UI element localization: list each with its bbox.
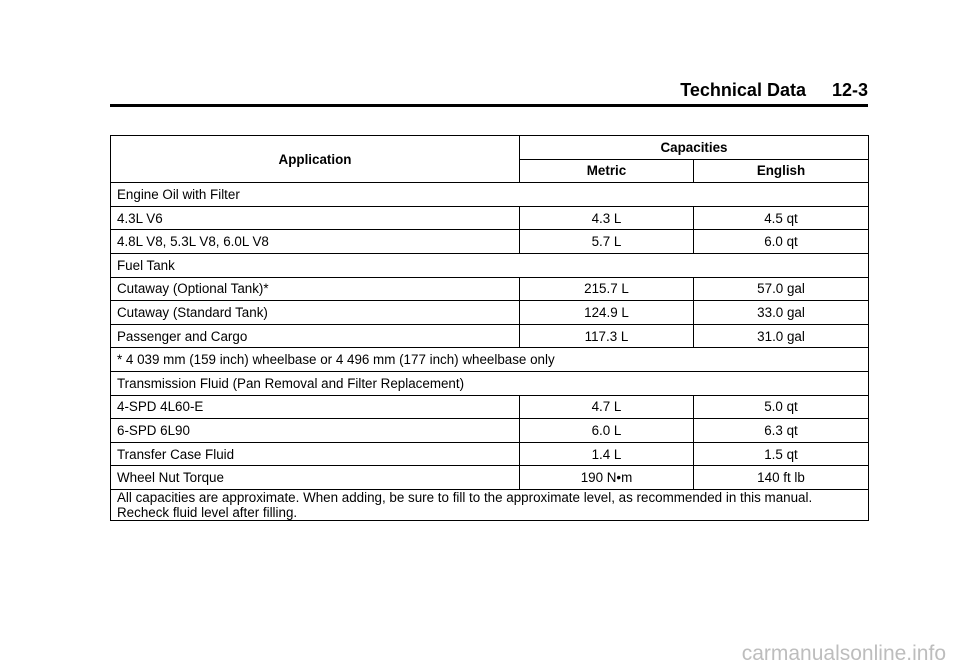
group-label: Transmission Fluid (Pan Removal and Filter Replacement) (111, 371, 869, 395)
metric-cell: 6.0 L (520, 419, 694, 443)
table-header-row (111, 136, 869, 160)
table-row (111, 395, 869, 419)
english-cell: 33.0 gal (694, 301, 869, 325)
table-row (111, 324, 869, 348)
application-cell: 4.3L V6 (111, 206, 520, 230)
group-label: * 4 039 mm (159 inch) wheelbase or 4 496 mm (177 inch) wheelbase only (111, 348, 869, 372)
metric-cell: 215.7 L (520, 277, 694, 301)
table-row (111, 466, 869, 490)
metric-cell: 1.4 L (520, 442, 694, 466)
metric-cell: 5.7 L (520, 230, 694, 254)
english-cell: 140 ft lb (694, 466, 869, 490)
english-cell: 1.5 qt (694, 442, 869, 466)
metric-cell: 4.3 L (520, 206, 694, 230)
application-cell: 6-SPD 6L90 (111, 419, 520, 443)
application-cell: 4.8L V8, 5.3L V8, 6.0L V8 (111, 230, 520, 254)
table-group-row (111, 183, 869, 207)
application-cell: Cutaway (Optional Tank)* (111, 277, 520, 301)
table-row (111, 442, 869, 466)
application-cell: Transfer Case Fluid (111, 442, 520, 466)
table-row (111, 230, 869, 254)
metric-cell: 4.7 L (520, 395, 694, 419)
page-number: 12-3 (831, 80, 868, 100)
application-cell: Cutaway (Standard Tank) (111, 301, 520, 325)
metric-cell: 190 N•m (520, 466, 694, 490)
section-title: Technical Data (680, 80, 806, 100)
metric-cell: 117.3 L (520, 324, 694, 348)
watermark: carmanualsonline.info (741, 642, 946, 665)
table-row (111, 206, 869, 230)
page-header (110, 78, 868, 107)
table-row (111, 277, 869, 301)
table-group-row (111, 253, 869, 277)
header-english: English (694, 159, 869, 183)
capacities-table (110, 135, 869, 521)
header-application: Application (111, 136, 520, 183)
header-capacities: Capacities (520, 136, 869, 160)
group-label: Engine Oil with Filter (111, 183, 869, 207)
application-cell: Wheel Nut Torque (111, 466, 520, 490)
application-cell: Passenger and Cargo (111, 324, 520, 348)
english-cell: 5.0 qt (694, 395, 869, 419)
english-cell: 6.3 qt (694, 419, 869, 443)
english-cell: 31.0 gal (694, 324, 869, 348)
table-row (111, 419, 869, 443)
note-row (111, 489, 869, 520)
english-cell: 6.0 qt (694, 230, 869, 254)
table-row (111, 301, 869, 325)
capacities-note: All capacities are approximate. When adding, be sure to fill to the approximate level, as recommended in this manual. Recheck fluid level after filling. (111, 489, 869, 520)
table-body (111, 183, 869, 490)
header-metric: Metric (520, 159, 694, 183)
english-cell: 4.5 qt (694, 206, 869, 230)
metric-cell: 124.9 L (520, 301, 694, 325)
group-label: Fuel Tank (111, 253, 869, 277)
application-cell: 4-SPD 4L60-E (111, 395, 520, 419)
header-title (680, 80, 868, 101)
english-cell: 57.0 gal (694, 277, 869, 301)
table-group-row (111, 371, 869, 395)
table-group-row (111, 348, 869, 372)
